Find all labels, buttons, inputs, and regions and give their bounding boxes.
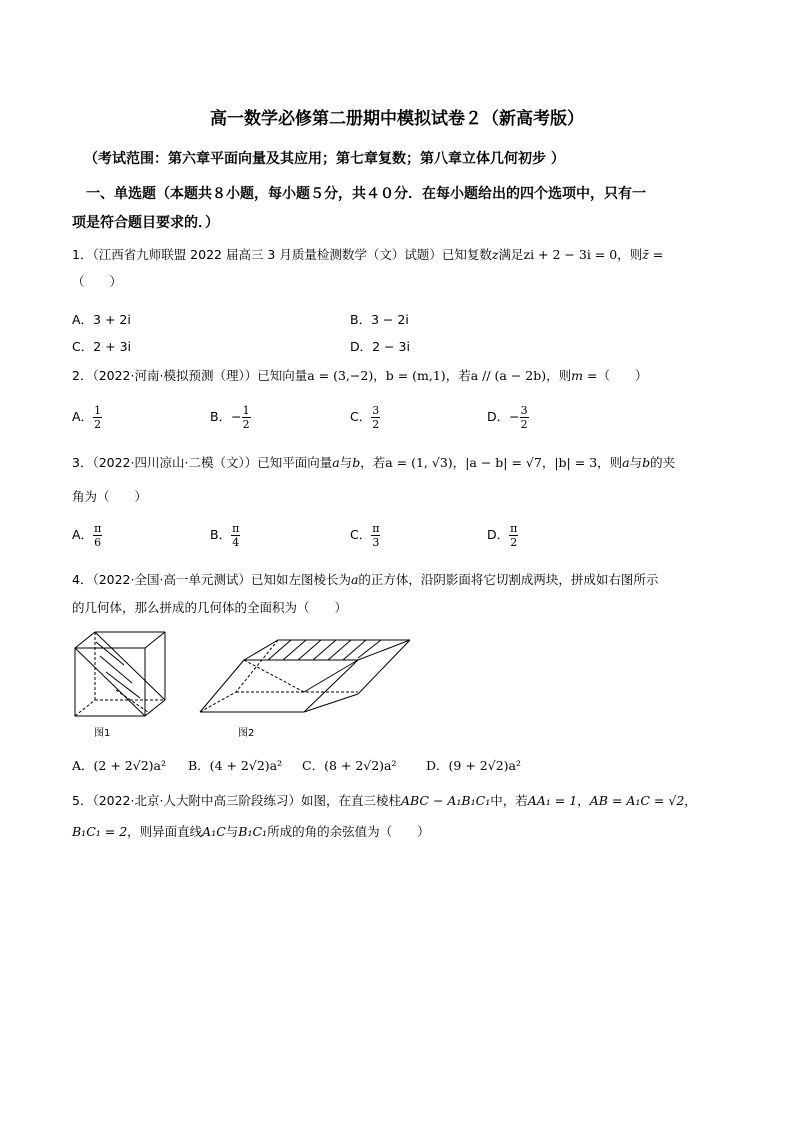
section-heading-line2: 项是符合题目要求的．） bbox=[72, 215, 219, 231]
q2-vector-a: a = (3,−2) bbox=[307, 368, 374, 383]
figure-2-solid bbox=[196, 636, 410, 718]
page-title: 高一数学必修第二册期中模拟试卷２（新高考版） bbox=[210, 109, 584, 129]
question-1-paren: （ ） bbox=[72, 274, 123, 289]
q4-option-a[interactable]: A．(2 + 2√2)a² bbox=[72, 758, 166, 773]
q1-option-b[interactable]: B．3 − 2i bbox=[350, 312, 409, 327]
figure-1-cube bbox=[70, 628, 170, 720]
fraction: $\frac{\pi}{3}$ bbox=[372, 522, 380, 549]
q4-option-b[interactable]: B．(4 + 2√2)a² bbox=[188, 758, 283, 773]
fraction: $\frac{\pi}{4}$ bbox=[232, 522, 240, 549]
q3-condition-2: |a − b| = √7 bbox=[465, 455, 542, 470]
exam-scope: （考试范围：第六章平面向量及其应用；第七章复数；第八章立体几何初步 ） bbox=[84, 151, 565, 167]
question-2-stem: 2．（2022·河南·模拟预测（理））已知向量a = (3,−2)，b = (m,1)，若a // (a − 2b)，则m =（ ） bbox=[72, 368, 648, 383]
fraction: $\frac{3}{2}$ bbox=[372, 404, 380, 431]
figure-2-caption: 图2 bbox=[238, 728, 255, 739]
section-heading-line1: 一、单选题（本题共８小题，每小题５分，共４０分．在每小题给出的四个选项中，只有一 bbox=[86, 186, 646, 202]
q3-option-c[interactable]: C． $\frac{\pi}{3}$ bbox=[350, 522, 380, 549]
question-4-stem: 4．（2022·全国·高一单元测试）已知如左图棱长为a的正方体，沿阴影面将它切割成两块，拼成如右图所示 bbox=[72, 572, 659, 587]
question-1-stem: 1．（江西省九师联盟 2022 届高三 3 月质量检测数学（文）试题）已知复数z满足zi + 2 − 3i = 0，则z̄ = bbox=[72, 247, 664, 262]
fraction: $\frac{1}{2}$ bbox=[242, 404, 250, 431]
question-5-stem: 5．（2022·北京·人大附中高三阶段练习）如图，在直三棱柱ABC − A₁B₁C₁中，若AA₁ = 1，AB = A₁C = √2， bbox=[72, 793, 697, 808]
question-3-line2: 角为（ ） bbox=[72, 489, 148, 504]
q2-condition: a // (a − 2b) bbox=[470, 368, 547, 383]
q2-m: m = bbox=[571, 368, 598, 383]
q1-option-c[interactable]: C．2 + 3i bbox=[72, 339, 132, 354]
q2-option-c[interactable]: C． $\frac{3}{2}$ bbox=[350, 404, 380, 431]
fraction: $\frac{3}{2}$ bbox=[520, 404, 528, 431]
q1-equation: zi + 2 − 3i = 0 bbox=[523, 247, 618, 262]
q3-option-b[interactable]: B． $\frac{\pi}{4}$ bbox=[210, 522, 240, 549]
fraction: $\frac{1}{2}$ bbox=[94, 404, 102, 431]
question-5-line2: B₁C₁ = 2，则异面直线A₁C与B₁C₁所成的角的余弦值为（ ） bbox=[72, 824, 430, 839]
var-z: z bbox=[491, 247, 499, 262]
q2-option-b[interactable]: B．− $\frac{1}{2}$ bbox=[210, 404, 250, 431]
q3-condition-3: |b| = 3 bbox=[554, 455, 598, 470]
q3-condition-1: a = (1, √3) bbox=[385, 455, 453, 470]
q2-vector-b: b = (m,1) bbox=[385, 368, 446, 383]
q4-option-c[interactable]: C．(8 + 2√2)a² bbox=[302, 758, 397, 773]
q2-option-a[interactable]: A． $\frac{1}{2}$ bbox=[72, 404, 102, 431]
fraction: $\frac{\pi}{2}$ bbox=[510, 522, 518, 549]
fraction: $\frac{\pi}{6}$ bbox=[94, 522, 102, 549]
q1-option-d[interactable]: D．2 − 3i bbox=[350, 339, 410, 354]
figure-1-caption: 图1 bbox=[94, 728, 111, 739]
q5-prism: ABC − A₁B₁C₁ bbox=[400, 793, 491, 808]
q1-zbar: z̄ = bbox=[642, 247, 664, 262]
q3-option-d[interactable]: D． $\frac{\pi}{2}$ bbox=[487, 522, 518, 549]
question-4-line2: 的几何体，那么拼成的几何体的全面积为（ ） bbox=[72, 600, 348, 615]
q3-option-a[interactable]: A． $\frac{\pi}{6}$ bbox=[72, 522, 102, 549]
q4-option-d[interactable]: D．(9 + 2√2)a² bbox=[426, 758, 521, 773]
q2-option-d[interactable]: D．− $\frac{3}{2}$ bbox=[487, 404, 528, 431]
question-3-stem: 3．（2022·四川凉山·二模（文））已知平面向量a与b，若a = (1, √3)，|a − b| = √7，|b| = 3，则a与b的夹 bbox=[72, 455, 676, 470]
q1-option-a[interactable]: A．3 + 2i bbox=[72, 312, 131, 327]
